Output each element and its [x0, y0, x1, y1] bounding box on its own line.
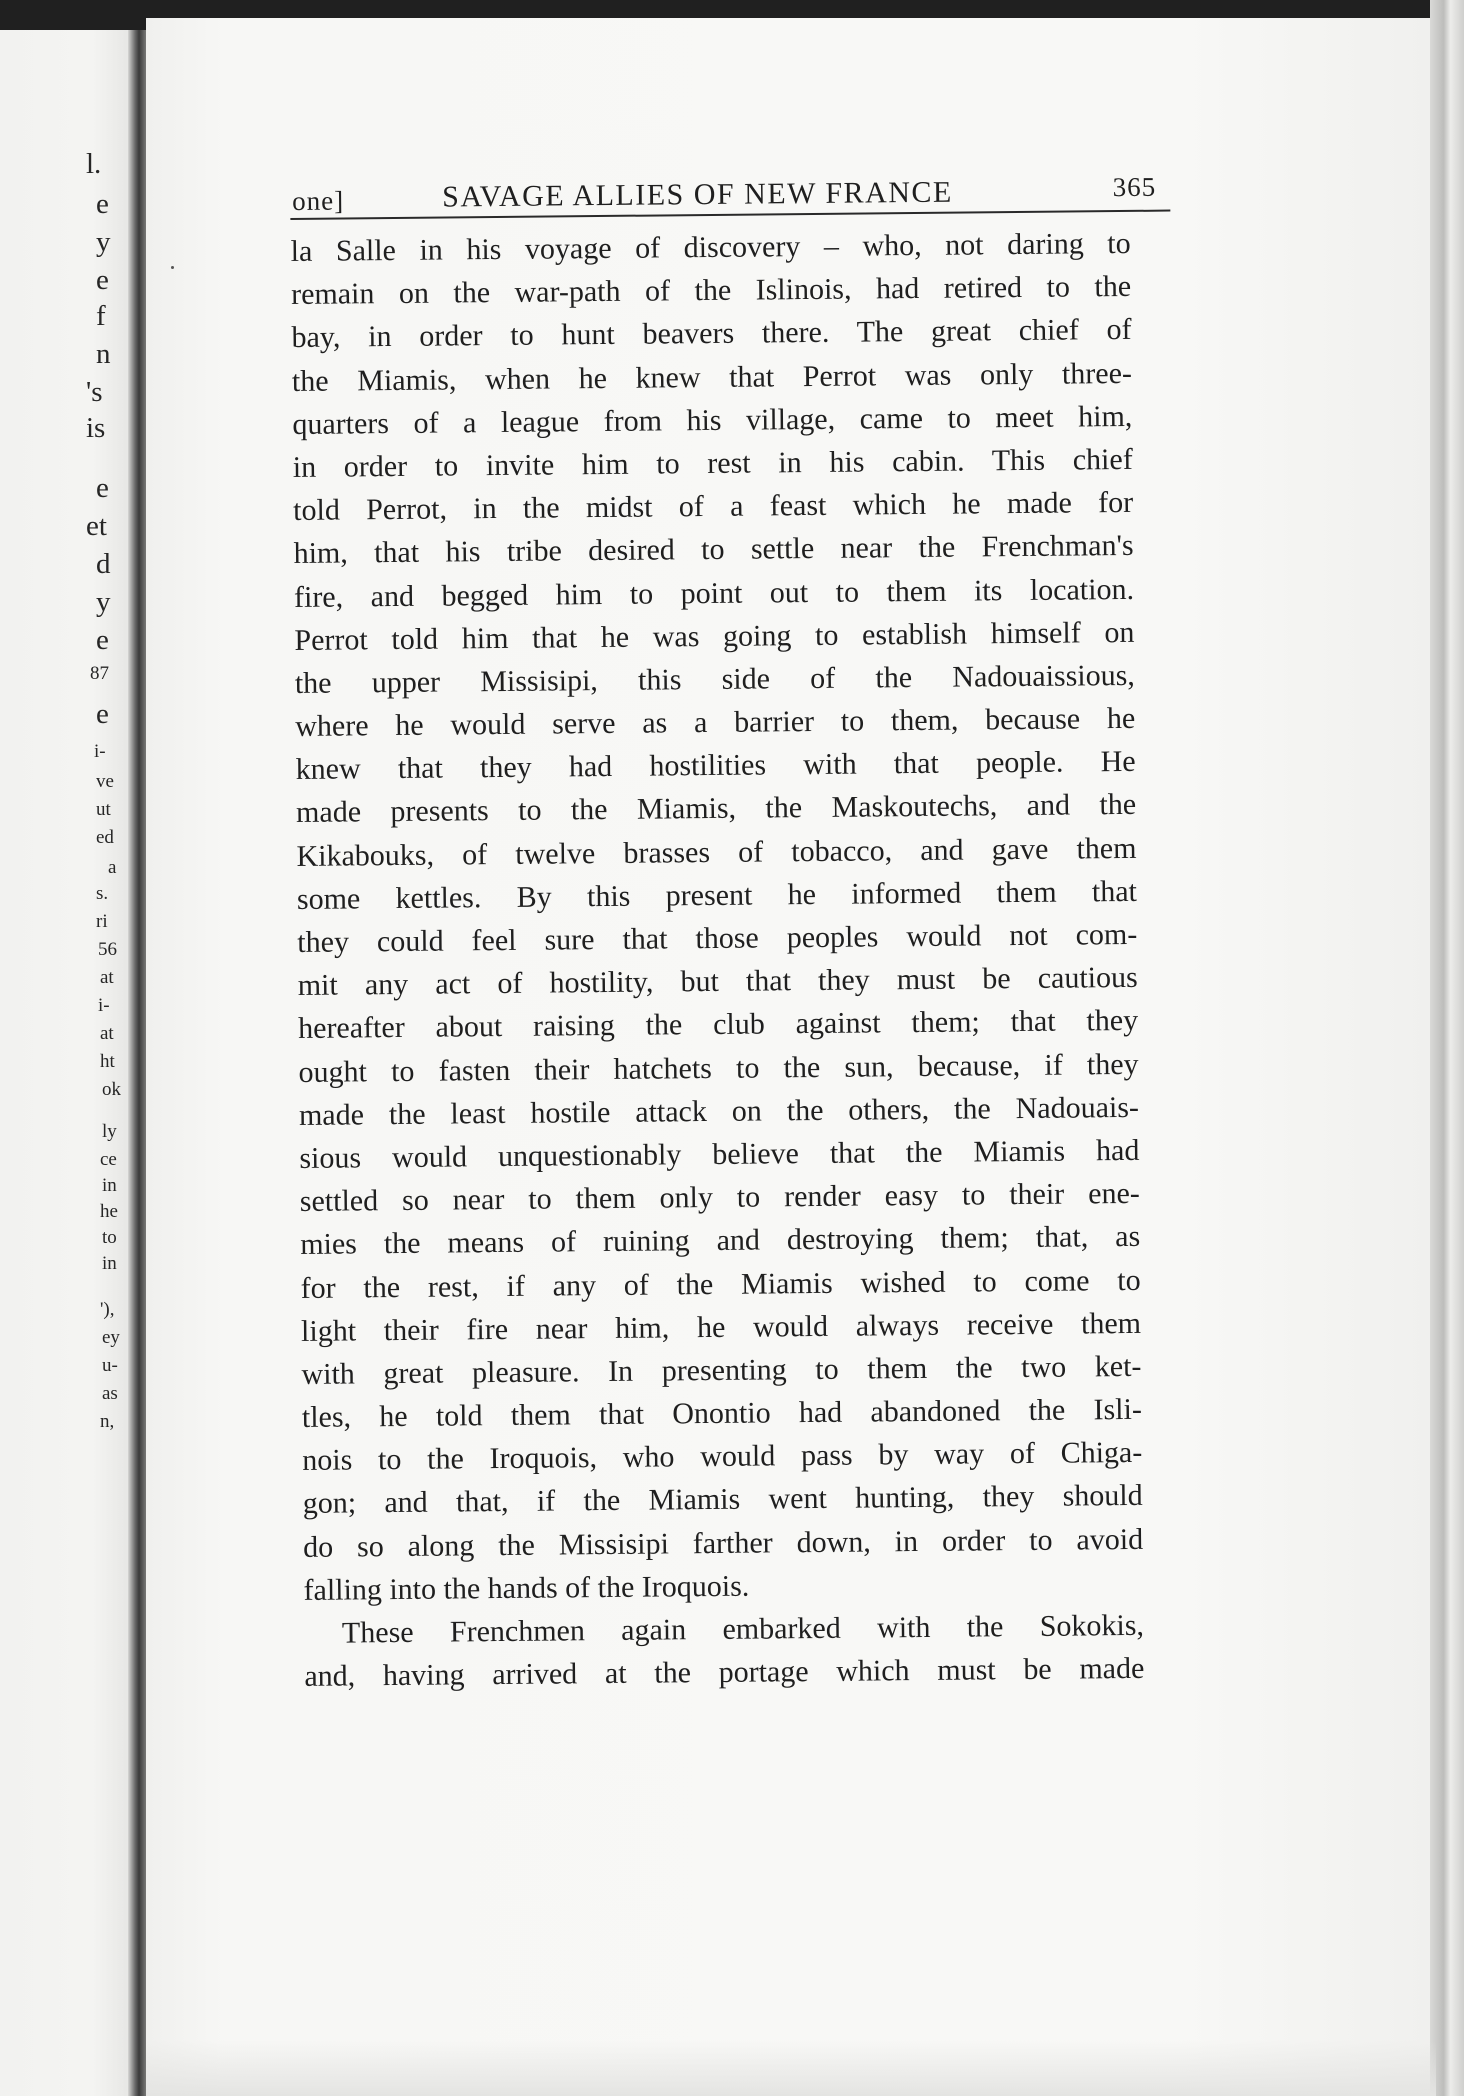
left-page-fragment: 56 — [98, 939, 117, 960]
left-page-fragment: l. — [86, 148, 102, 180]
left-page-fragment: i- — [94, 741, 106, 762]
left-page-fragment: et — [86, 510, 107, 542]
text-line: the upper Missisipi, this side of the Nadouaissious, — [294, 658, 1135, 700]
left-page-fragment: ut — [96, 799, 111, 820]
left-page-fragment: n — [96, 338, 111, 370]
text-line: and, having arrived at the portage which must be made — [304, 1652, 1145, 1694]
page-bottom-shade — [146, 2040, 1436, 2096]
text-line: gon; and that, if the Miamis went hunting, they should — [302, 1479, 1143, 1521]
speck — [171, 266, 174, 269]
text-line: in order to invite him to rest in his cabin. This chief — [292, 442, 1133, 484]
left-page-fragment: d — [96, 548, 111, 580]
text-line: some kettles. By this present he informed them that — [296, 874, 1138, 916]
left-page-fragment: ed — [96, 827, 114, 848]
text-line: the Miamis, when he knew that Perrot was only three- — [291, 356, 1133, 398]
left-page-fragment: ht — [100, 1051, 115, 1072]
text-line: mies the means of ruining and destroying them; that, as — [300, 1220, 1141, 1262]
text-line: made presents to the Miamis, the Maskoutechs, and the — [295, 788, 1137, 830]
left-page-fragment: is — [86, 412, 106, 444]
left-page-fragment: as — [102, 1383, 118, 1404]
left-page-fragment: e — [96, 264, 109, 296]
text-line: bay, in order to hunt beavers there. The great chief of — [291, 313, 1132, 355]
text-line: These Frenchmen again embarked with the Sokokis, — [341, 1608, 1145, 1650]
text-line: nois to the Iroquois, who would pass by way of Chiga- — [302, 1436, 1143, 1478]
left-page-fragment: e — [96, 472, 109, 504]
text-line: tles, he told them that Onontio had abandoned the Isli- — [301, 1392, 1143, 1435]
left-page-fragment: 87 — [90, 663, 109, 684]
left-page-fragment: at — [100, 967, 114, 988]
left-page-fragment: a — [108, 857, 117, 878]
text-line: hereafter about raising the club against them; that they — [298, 1004, 1139, 1046]
text-line: Perrot told him that he was going to establish himself on — [294, 615, 1135, 657]
running-head-title: SAVAGE ALLIES OF NEW FRANCE — [442, 175, 953, 214]
text-line: with great pleasure. In presenting to them the two ket- — [301, 1349, 1142, 1391]
text-line: do so along the Missisipi farther down, in order to avoid — [302, 1522, 1144, 1564]
text-line: settled so near to them only to render easy to their ene- — [299, 1177, 1140, 1219]
text-line: la Salle in his voyage of discovery – who, not daring to — [290, 226, 1131, 268]
body-text — [290, 222, 1174, 1699]
left-page-fragment: y — [96, 226, 111, 258]
text-line: quarters of a league from his village, came to meet him, — [292, 399, 1133, 441]
page-number: 365 — [1112, 171, 1157, 203]
text-line: mit any act of hostility, but that they must be cautious — [297, 961, 1138, 1003]
text-line: falling into the hands of the Iroquois. — [303, 1569, 750, 1607]
left-page-fragment: ve — [96, 771, 114, 792]
left-page-fragment: at — [100, 1023, 114, 1044]
left-page-fragment: f — [96, 300, 106, 332]
text-line: sious would unquestionably believe that the Miamis had — [299, 1133, 1140, 1175]
text-line: knew that they had hostilities with that people. He — [295, 745, 1136, 787]
text-line: they could feel sure that those peoples would not com- — [297, 917, 1138, 959]
text-line: light their fire near him, he would always receive them — [300, 1306, 1142, 1348]
left-page-fragment: e — [96, 624, 109, 656]
text-line: remain on the war-path of the Islinois, had retired to the — [290, 270, 1132, 312]
text-line: told Perrot, in the midst of a feast which he made for — [293, 486, 1134, 528]
left-page-fragment: in — [102, 1253, 117, 1274]
left-page-fragment: to — [102, 1227, 117, 1248]
left-page-fragment: e — [96, 698, 109, 730]
text-line: Kikabouks, of twelve brasses of tobacco, and gave them — [296, 831, 1137, 873]
left-page-fragment: 's — [86, 376, 103, 408]
left-page-fragment: n, — [100, 1411, 115, 1432]
text-line: ought to fasten their hatchets to the sun, because, if they — [298, 1047, 1139, 1089]
left-page-text-fragments — [0, 0, 132, 2096]
text-line: fire, and begged him to point out to them its location. — [293, 572, 1135, 614]
text-line: for the rest, if any of the Miamis wished to come to — [300, 1263, 1141, 1305]
page-edge — [1430, 0, 1464, 2096]
left-page-fragment: ri — [96, 911, 108, 932]
left-page-fragment: y — [96, 586, 111, 618]
left-page-fragment: s. — [96, 883, 109, 904]
page-content — [290, 170, 1175, 1699]
running-head — [290, 170, 1160, 222]
left-page-fragment: '), — [100, 1299, 115, 1320]
running-head-left: one] — [292, 185, 345, 216]
text-line: made the least hostile attack on the others, the Nadouais- — [298, 1090, 1140, 1132]
left-page-fragment: ey — [102, 1327, 120, 1348]
left-page-fragment: e — [96, 188, 109, 220]
left-page-fragment: in — [102, 1175, 117, 1196]
left-page-fragment: u- — [102, 1355, 118, 1376]
text-line: him, that his tribe desired to settle near the Frenchman's — [293, 529, 1134, 571]
text-line: where he would serve as a barrier to them, because he — [295, 701, 1136, 744]
left-page-fragment: ok — [102, 1079, 121, 1100]
left-page-fragment: he — [100, 1201, 118, 1222]
left-page-fragment: ly — [102, 1121, 117, 1142]
left-page-fragment: ce — [100, 1149, 117, 1170]
left-page-fragment: i- — [98, 995, 110, 1016]
